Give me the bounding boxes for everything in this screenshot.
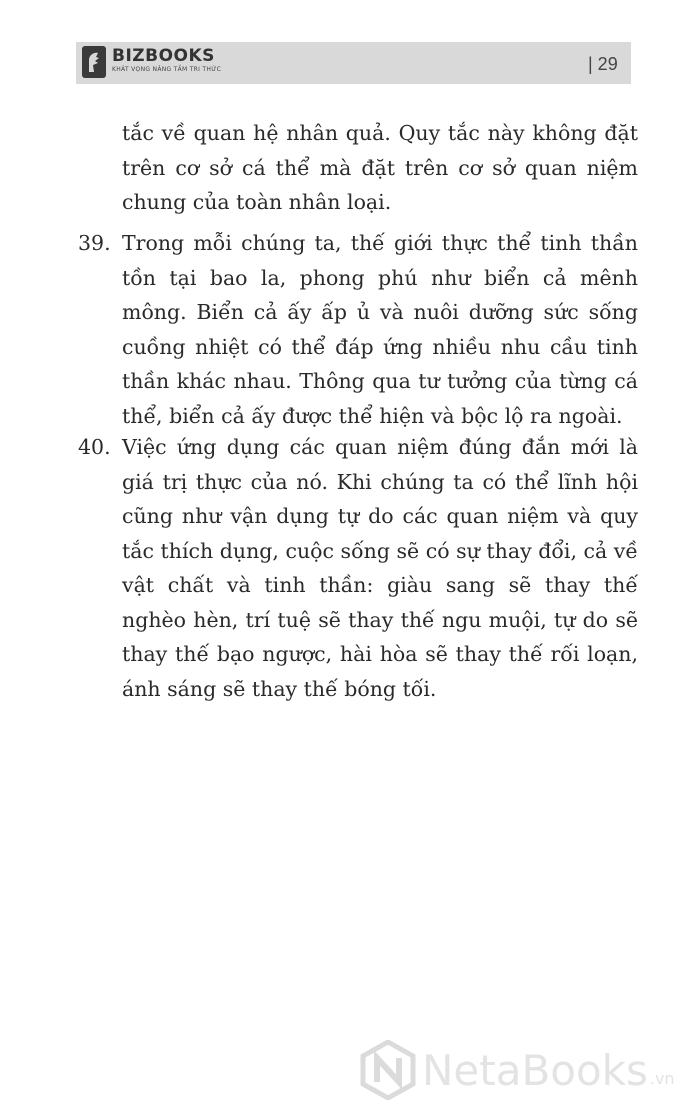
- netabooks-logo-icon: [360, 1040, 416, 1100]
- item-39-paragraph: Trong mỗi chúng ta, thế giới thực thể tinh thần tồn tại bao la, phong phú như biển cả mênh mông. Biển cả ấy ấp ủ và nuôi dưỡng sức sống cuồng nhiệt có thể đáp ứng nhiều nhu cầu tinh thần khác nhau. Thông qua tư tưởng của từng cá thể, biển cả ấy được thể hiện và bộc lộ ra ngoài.: [122, 231, 638, 428]
- item-number-40: 40.: [78, 435, 111, 459]
- continuation-paragraph: tắc về quan hệ nhân quả. Quy tắc này không đặt trên cơ sở cá thể mà đặt trên cơ sở quan niệm chung của toàn nhân loại.: [122, 121, 638, 214]
- brand-name: BIZBOOKS: [112, 46, 215, 66]
- watermark-suffix: .vn: [649, 1069, 675, 1088]
- bizbooks-logo-icon: [82, 46, 106, 78]
- brand-logo: [82, 46, 221, 78]
- item-40-paragraph: Việc ứng dụng các quan niệm đúng đắn mới là giá trị thực của nó. Khi chúng ta có thể lĩnh hội cũng như vận dụng tự do các quan niệm và quy tắc thích dụng, cuộc sống sẽ có sự thay đổi, cả về vật chất và tinh thần: giàu sang sẽ thay thế nghèo hèn, trí tuệ sẽ thay thế ngu muội, tự do sẽ thay thế bạo ngược, hài hòa sẽ thay thế rối loạn, ánh sáng sẽ thay thế bóng tối.: [122, 435, 638, 701]
- page-number: | 29: [588, 54, 618, 74]
- watermark: [360, 1040, 675, 1100]
- brand-slogan: KHÁT VỌNG NÂNG TẦM TRI THỨC: [112, 66, 222, 73]
- item-number-39: 39.: [78, 231, 111, 255]
- watermark-text: NetaBooks: [422, 1045, 648, 1095]
